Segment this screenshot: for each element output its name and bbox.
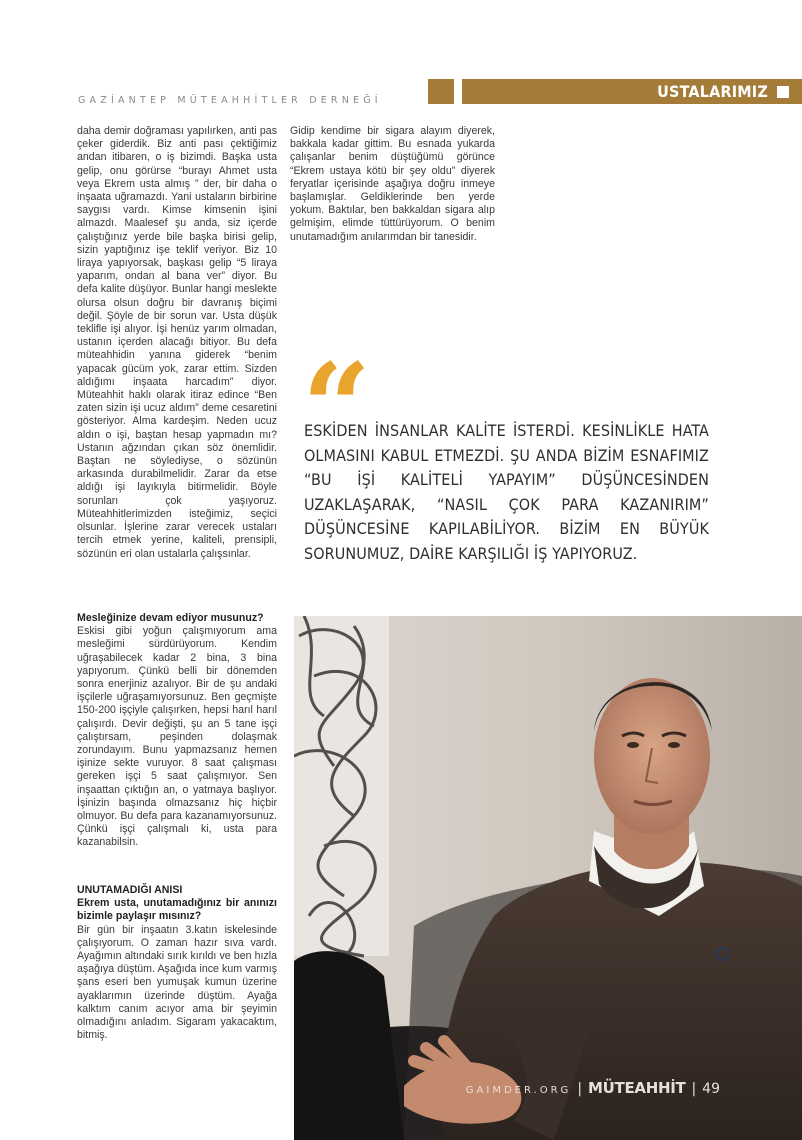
section-square-icon <box>777 86 789 98</box>
section-heading: UNUTAMADIĞI ANISI <box>77 884 183 896</box>
interview-section-continue <box>77 612 277 850</box>
magazine-masthead: GAZİANTEP MÜTEAHHİTLER DERNEĞİ <box>78 95 382 106</box>
interview-question: Mesleğinize devam ediyor musunuz? <box>77 612 264 624</box>
footer-website-link[interactable]: GAIMDER.ORG <box>465 1085 572 1096</box>
page-number: 49 <box>702 1081 720 1097</box>
footer-separator: | <box>577 1081 583 1097</box>
article-column-2 <box>290 125 495 244</box>
interview-section-memory <box>77 884 277 1042</box>
article-column-1 <box>77 125 277 561</box>
page-footer <box>466 1078 720 1097</box>
article-paragraph: Gidip kendime bir sigara alayım diyerek, bakkala kadar gittim. Bu esnada yukarda çalışanlar benim düştüğümü görünce “Ekrem ustaya kötü bir şey oldu” diyerek feryatlar içerisinde aşağıya doğru inmeye başlamışlar. Geldiklerinde ben yerde yokum. Baktılar, ben bakkaldan sigara alıp gelmişim, elimde tüttürüyorum. O benim unutamadığım anılarımdan bir tanesidir. <box>290 125 495 243</box>
pull-quote: ESKİDEN İNSANLAR KALİTE İSTERDİ. KESİNLİKLE HATA OLMASINI KABUL ETMEZDİ. ŞU ANDA BİZİM ESNAFIMIZ “BU İŞİ KALİTELİ YAPAYIM” DÜŞÜNCESİNDEN UZAKLAŞARAK, “NASIL ÇOK PARA KAZANIRIM” DÜŞÜNCESİNE KAPILABİLİYOR. BİZİM EN BÜYÜK SORUNUMUZ, DAİRE KARŞILIĞI İŞ YAPIYORUZ. <box>304 421 709 563</box>
interview-answer: Eskisi gibi yoğun çalışmıyorum ama mesleğimi sürdürüyorum. Kendim uğraşabilecek kadar 2 bina, 3 bina yapıyorum. Çünkü belli bir dönemden sonra enerjiniz azalıyor. Bir de şu andaki işçilerle uğraşamıyorsunuz. Ben geçmişte 150-200 işçiyle çalışırken, hepsi harıl harıl çalışırdı. Devir değişti, şu an 5 tane işçi çalıştırsam, peşinden dolaşmak zorundayım. Bunu yapmazsanız hemen işinize sekte vuruyor. 8 saat çalışması gereken işçi 5 saat çalışmıyor. Sen inşaattan çıktığın an, o yatmaya başlıyor. İşinizin başında olmazsanız hiç hiçbir olmuyor. Bu defa para kazanamıyorsunuz. Çünkü işçi çalışmalı ki, usta para kazanabilsin. <box>77 625 277 849</box>
portrait-illustration <box>294 616 802 1140</box>
interview-question: Ekrem usta, unutamadığınız bir anınızı bizimle paylaşır mısınız? <box>77 897 277 923</box>
header-accent-block <box>428 79 454 104</box>
footer-separator: | <box>691 1081 697 1097</box>
quote-mark-icon: “ <box>302 337 372 478</box>
interview-answer: Bir gün bir inşaatın 3.katın iskelesinde çalışıyorum. O zaman hazır sıva vardı. Ayağımın altındaki sırık kırıldı ve ben hızla aşağıya düştüm. Aşağıda ince kum varmış şans eseri ben yumuşak kumun üzerine ayaklarımın üzerinde düştüm. Ayağa kalktım canım acıyor ama bir şeyimin olmadığını anladım. Sigaram yakacaktım, bitmiş. <box>77 923 277 1042</box>
section-title: USTALARIMIZ <box>657 82 768 101</box>
section-header-bar <box>462 79 802 104</box>
portrait-photo <box>294 616 802 1140</box>
footer-brand-logo: MÜTEAHHİT <box>588 1079 686 1097</box>
article-paragraph: daha demir doğraması yapılırken, anti pas çeker giderdik. Biz anti pası çektiğimiz andan itibaren, o iş bizimdi. Başka usta gelip, onu görürse “burayı Ahmet usta veya Ekrem usta almış ” der, bir daha o inşaata uğramazdı. Yani ustaların birbirine saygısı vardı. Kimse kimsenin işini almazdı. Maalesef şu anda, siz içerde çalıştığınız yerde bile başka birisi gelip, sizin yaptığınız işe teklif veriyor. Biz 10 liraya yapıyorsak, başkası gelip “5 liraya yaparım, ondan al bana ver” diyor. Bu defa kalite düşüyor. Bunlar hangi meslekte olursa olsun doğru bir davranış biçimi değil. Şöyle de bir sorun var. Usta düşük teklifle işi alıyor. İşi henüz yarım olmadan, ustanın içerden alacağı bitiyor. Bu defa müteahhidin yanına giderek “benim yapacak gücüm yok, zarar ettim. Sizden aldığımı inşaata harcadım” diyor. Müteahhit haklı olarak itiraz edince “Ben zaten sizin işi ucuz aldım” deme cesaretini gösteriyor. Alma kardeşim. Neden ucuz aldın o işi, baştan hesap yapmadın mı? Ustanın ağzından çıkan söz önemlidir. Baştan ne söylediyse, o sözünün arkasında durabilmelidir. Zarar da etse aldığı işi layıkıyla bitirmelidir. Böyle sorunları çok yaşıyoruz. Müteahhitlerimizden isteğimiz, seçici olsunlar. İşlerine zarar verecek ustaları tercih etmek yerine, kaliteli, prensipli, sözünün eri olan ustalarla çalışsınlar. <box>77 125 277 560</box>
